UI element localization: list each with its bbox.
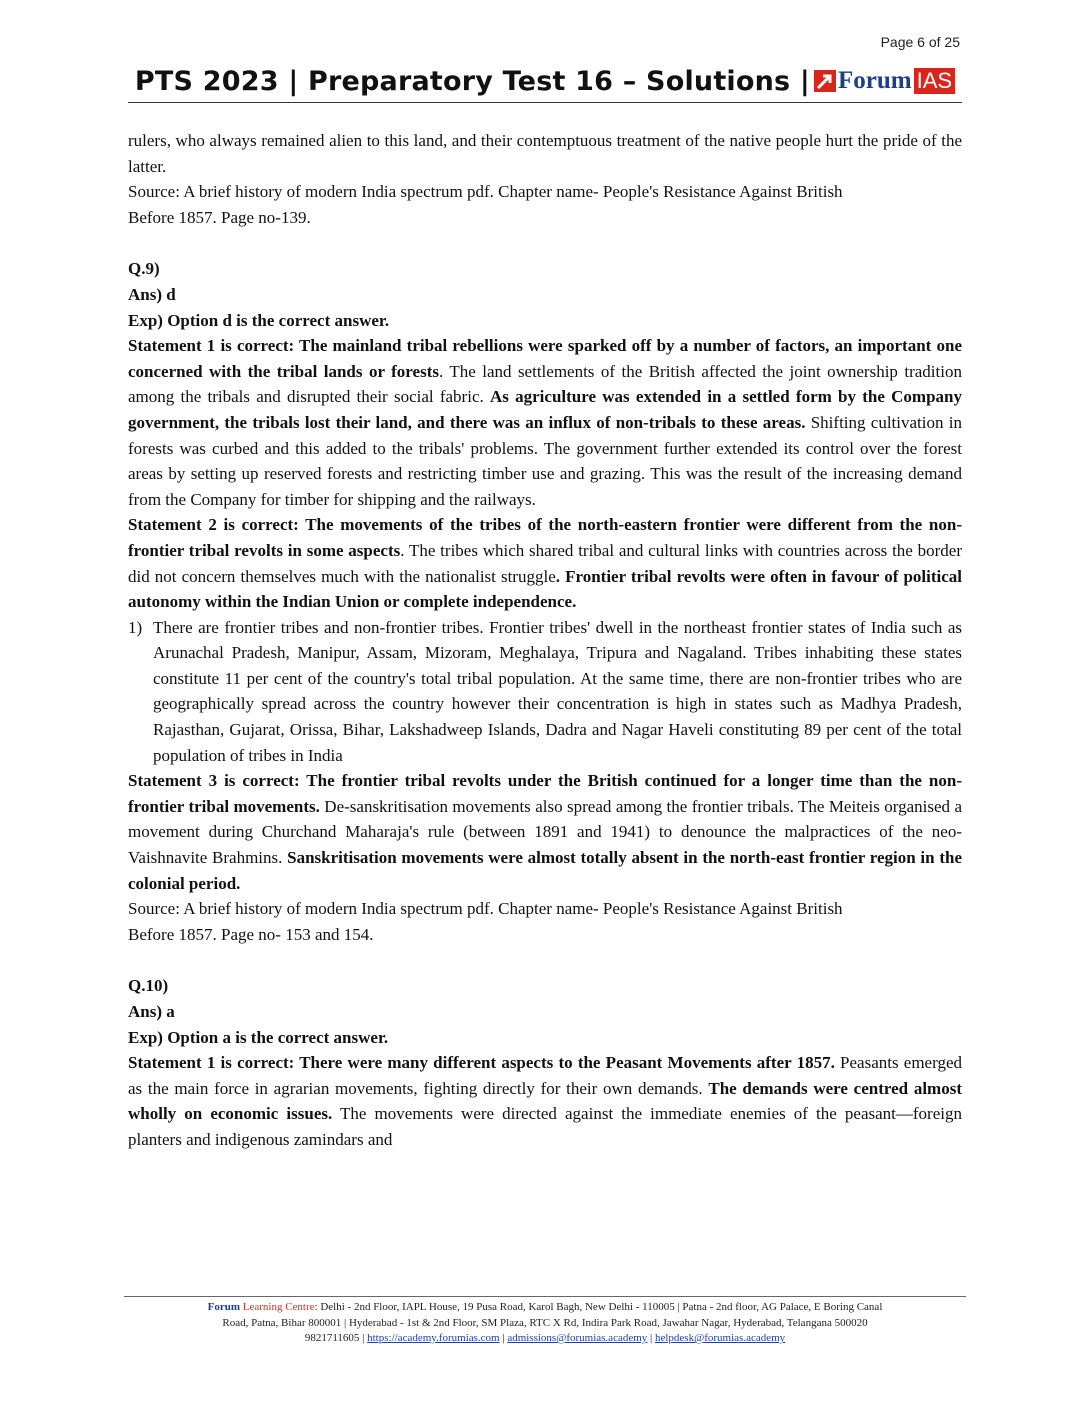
- intro-source-line-2: Before 1857. Page no-139.: [128, 207, 311, 227]
- intro-source-line-1: Source: A brief history of modern India spectrum pdf. Chapter name- People's Resistance Against British: [128, 182, 843, 202]
- q9-source-line-2: Before 1857. Page no- 153 and 154.: [128, 924, 374, 944]
- q10-statement-1: Statement 1 is correct: There were many different aspects to the Peasant Movements after 1857. Peasants emerged as the main force in agrarian movements, fighting directly for their own demands. The demands were centred almost wholly on economic issues. The movements were directed against the immediate enemies of the peasant—foreign planters and indigenous zamindars and: [128, 1053, 963, 1149]
- footer-phone: 9821711605: [304, 1332, 360, 1344]
- page-footer: [124, 1296, 966, 1347]
- q9-label: Q.9): [128, 259, 160, 279]
- footer-contact-line: 9821711605 | https://academy.forumias.com | admissions@forumias.academy | helpdesk@forumias.academy: [304, 1332, 786, 1344]
- q9-statement-1: Statement 1 is correct: The mainland tribal rebellions were sparked off by a number of factors, an important one concerned with the tribal lands or forests. The land settlements of the British affected the joint ownership tradition among the tribals and disrupted their social fabric. As agriculture was extended in a settled form by the Company government, the tribals lost their land, and there was an influx of non-tribals to these areas. Shifting cultivation in forests was curbed and this added to the tribals' problems. The government further extended its control over the forest areas by setting up reserved forests and restricting timber use and grazing. This was the result of the increasing demand from the Company for timber for shipping and the railways.: [128, 336, 962, 509]
- footer-link-admissions[interactable]: admissions@forumias.academy: [507, 1332, 648, 1344]
- list-text: There are frontier tribes and non-frontier tribes. Frontier tribes' dwell in the northeast frontier states of India such as Arunachal Pradesh, Manipur, Assam, Mizoram, Meghalaya, Tripura and Nagaland. Tribes inhabiting these states constitute 11 per cent of the country's total tribal population. At the same time, there are non-frontier tribes who are geographically spread across the country however their concentration is high in states such as Madhya Pradesh, Rajasthan, Gujarat, Orissa, Bihar, Lakshadweep Islands, Dadra and Nagar Haveli constituting 89 per cent of the total population of tribes in India: [153, 617, 962, 765]
- list-number: 1): [128, 617, 143, 637]
- q9-source-line-1: Source: A brief history of modern India spectrum pdf. Chapter name- People's Resistance Against British: [128, 899, 843, 919]
- logo-forum-text: Forum: [837, 67, 912, 94]
- header-title: PTS 2023 | Preparatory Test 16 – Solutions |: [134, 65, 810, 97]
- intro-text: rulers, who always remained alien to this land, and their contemptuous treatment of the native people hurt the pride of the latter.: [128, 131, 962, 176]
- q9-answer: Ans) d: [128, 284, 176, 304]
- footer-address-line-1: Forum Learning Centre: Delhi - 2nd Floor, IAPL House, 19 Pusa Road, Karol Bagh, New Delhi - 110005 | Patna - 2nd floor, AG Palace, E Boring Canal: [207, 1301, 883, 1313]
- footer-link-helpdesk[interactable]: helpdesk@forumias.academy: [654, 1332, 786, 1344]
- page-header: [128, 60, 962, 103]
- footer-brand: Forum: [207, 1301, 240, 1313]
- q9-statement-2: Statement 2 is correct: The movements of the tribes of the north-eastern frontier were different from the non-frontier tribal revolts in some aspects. The tribes which shared tribal and cultural links with countries across the border did not concern themselves much with the nationalist struggle. Frontier tribal revolts were often in favour of political autonomy within the Indian Union or complete independence.: [128, 515, 962, 612]
- q9-explanation: Exp) Option d is the correct answer.: [128, 310, 390, 330]
- list-item: [128, 615, 962, 769]
- logo-ias-text: IAS: [914, 68, 955, 94]
- arrow-logo-icon: [814, 70, 836, 92]
- page-content: [128, 128, 962, 1153]
- forumias-logo: [814, 67, 955, 95]
- q10-label: Q.10): [128, 976, 169, 996]
- q9-statement-3: Statement 3 is correct: The frontier tribal revolts under the British continued for a longer time than the non-frontier tribal movements. De-sanskritisation movements also spread among the frontier tribals. The Meiteis organised a movement during Churchand Maharaja's rule (between 1891 and 1941) to denounce the malpractices of the neo-Vaishnavite Brahmins. Sanskritisation movements were almost totally absent in the north-east frontier region in the colonial period.: [128, 771, 962, 893]
- q10-answer: Ans) a: [128, 1002, 175, 1021]
- page-number: Page 6 of 25: [880, 34, 960, 50]
- footer-link-website[interactable]: https://academy.forumias.com: [367, 1332, 500, 1344]
- footer-brand-suffix: Learning Centre: [242, 1301, 315, 1313]
- footer-address-line-2: Road, Patna, Bihar 800001 | Hyderabad - 1st & 2nd Floor, SM Plaza, RTC X Rd, Indira Park Road, Jawahar Nagar, Hyderabad, Telangana 500020: [222, 1316, 868, 1329]
- q10-explanation: Exp) Option a is the correct answer.: [128, 1027, 389, 1047]
